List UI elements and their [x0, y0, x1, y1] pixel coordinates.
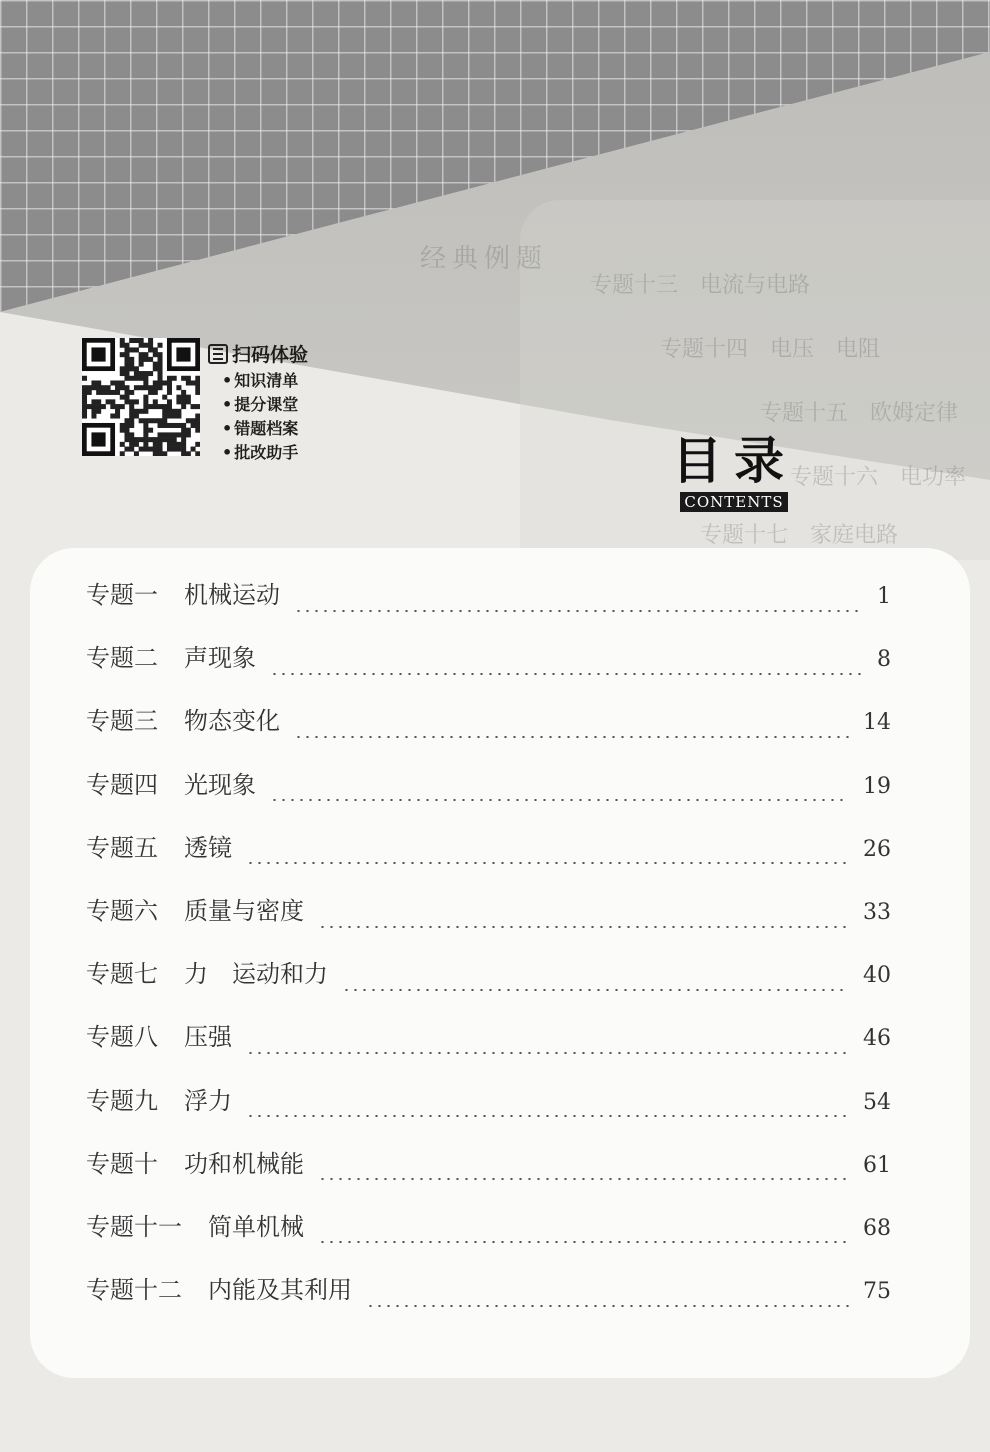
ghost-line-5: 专题十七 家庭电路 [700, 523, 899, 548]
toc-number: 专题十 [86, 1149, 158, 1178]
toc-leader [318, 1178, 849, 1180]
ghost-banner: 经典例题 [420, 244, 549, 274]
toc-title: 压强 [184, 1023, 232, 1052]
ghost-line-2: 专题十四 电压 电阻 [660, 337, 881, 362]
toc-entry[interactable] [86, 1017, 891, 1080]
toc-leader [246, 1115, 849, 1117]
scan-title: 扫码体验 [232, 344, 309, 366]
toc-title: 力 运动和力 [184, 960, 328, 989]
toc-page: 54 [863, 1089, 891, 1115]
toc-number: 专题八 [86, 1023, 158, 1052]
scan-panel [208, 340, 358, 470]
toc-entry[interactable] [86, 954, 891, 1017]
toc-title: 机械运动 [184, 581, 280, 609]
toc-leader [294, 610, 863, 612]
toc-page: 1 [877, 584, 891, 609]
toc-number: 专题十二 [86, 1276, 182, 1305]
scan-feature-list [222, 369, 358, 465]
toc-number: 专题四 [86, 770, 158, 799]
scan-feature-item: • 批改助手 [222, 441, 358, 465]
toc-title: 质量与密度 [184, 896, 304, 925]
contents-heading [672, 432, 796, 512]
scan-feature-item: • 提分课堂 [222, 393, 358, 417]
ghost-line-1: 专题十三 电流与电路 [590, 273, 811, 298]
toc-leader [318, 926, 849, 928]
toc-title: 物态变化 [184, 707, 280, 736]
toc-entry[interactable] [86, 1270, 891, 1333]
toc-leader [246, 1052, 849, 1054]
qr-code[interactable] [82, 338, 200, 456]
ghost-line-3: 专题十五 欧姆定律 [760, 401, 959, 426]
toc-title: 透镜 [184, 833, 232, 862]
toc-page: 61 [863, 1152, 891, 1178]
scan-icon [208, 344, 228, 364]
toc-page: 68 [863, 1215, 891, 1241]
toc-number: 专题三 [86, 707, 158, 736]
scan-title-row [208, 340, 358, 367]
toc-number: 专题一 [86, 581, 158, 609]
toc-leader [366, 1305, 849, 1307]
toc-title: 简单机械 [208, 1212, 304, 1241]
toc-leader [270, 799, 849, 801]
toc-entry[interactable] [86, 1144, 891, 1207]
page-title: 目录 [672, 431, 796, 490]
toc-entry[interactable] [86, 701, 891, 764]
scan-feature-item: • 错题档案 [222, 417, 358, 441]
toc-page: 33 [863, 899, 891, 925]
toc-title: 声现象 [184, 644, 256, 673]
toc-leader [294, 736, 849, 738]
toc-leader [318, 1241, 849, 1243]
toc-leader [246, 862, 849, 864]
toc-number: 专题二 [86, 644, 158, 673]
table-of-contents [86, 575, 891, 1333]
toc-number: 专题九 [86, 1086, 158, 1115]
toc-leader [270, 673, 863, 675]
toc-title: 光现象 [184, 770, 256, 799]
toc-page: 14 [863, 710, 891, 736]
toc-page: 26 [863, 836, 891, 862]
toc-page: 8 [877, 647, 891, 673]
toc-entry[interactable] [86, 891, 891, 954]
toc-leader [342, 989, 849, 991]
toc-number: 专题七 [86, 960, 158, 989]
page-subtitle: CONTENTS [680, 492, 787, 512]
qr-code-icon [82, 338, 200, 456]
toc-entry[interactable] [86, 1207, 891, 1270]
toc-entry[interactable] [86, 638, 891, 701]
toc-title: 内能及其利用 [208, 1276, 352, 1305]
toc-title: 功和机械能 [184, 1149, 304, 1178]
toc-page: 19 [863, 773, 891, 799]
ghost-line-4: 专题十六 电功率 [790, 465, 967, 490]
toc-entry[interactable] [86, 1081, 891, 1144]
scan-feature-item: • 知识清单 [222, 369, 358, 393]
toc-entry[interactable] [86, 765, 891, 828]
toc-title: 浮力 [184, 1086, 232, 1115]
toc-entry[interactable] [86, 575, 891, 638]
toc-page: 46 [863, 1026, 891, 1052]
toc-page: 75 [863, 1279, 891, 1305]
toc-number: 专题十一 [86, 1212, 182, 1241]
toc-page: 40 [863, 963, 891, 989]
toc-entry[interactable] [86, 828, 891, 891]
toc-number: 专题六 [86, 896, 158, 925]
toc-number: 专题五 [86, 833, 158, 862]
